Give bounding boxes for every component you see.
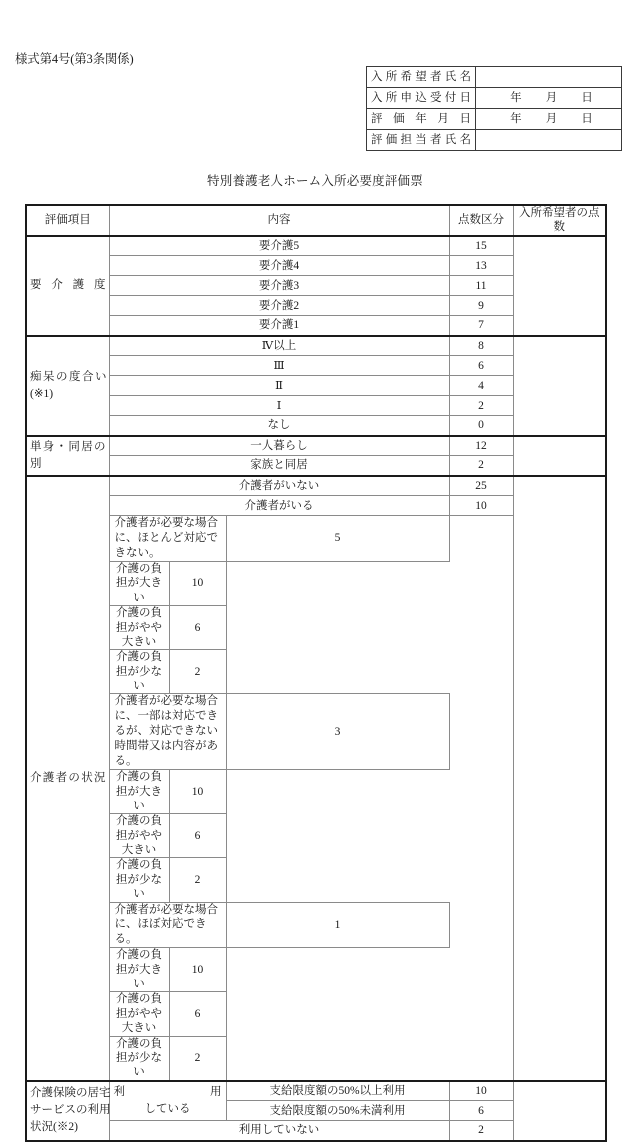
content-cell: 介護者が必要な場合に、ほとんど対応できない。	[109, 516, 226, 562]
date-unit-month: 月	[545, 113, 558, 125]
applicant-info-table	[366, 66, 622, 151]
evaluation-table	[25, 204, 607, 1142]
content-cell: 介護者が必要な場合に、一部は対応できるが、対応できない時間帯又は内容がある。	[109, 694, 226, 770]
table-row	[367, 109, 622, 130]
score-cell: 10	[449, 496, 513, 516]
section-label-text	[29, 1085, 111, 1137]
info-value-evaluation-date[interactable]	[476, 109, 622, 130]
section-label-text: 介護者の状況	[30, 771, 106, 784]
table-row	[367, 88, 622, 109]
section-label-text: 単身・同居の別	[30, 440, 106, 470]
date-unit-month: 月	[545, 92, 558, 104]
date-unit-year: 年	[510, 92, 522, 104]
content-cell: Ⅱ	[109, 376, 449, 396]
score-cell: 3	[226, 694, 449, 770]
date-unit-day: 日	[581, 113, 593, 125]
score-cell: 10	[169, 948, 226, 992]
section-label-line: 状況(※2)	[30, 1121, 78, 1134]
score-cell: 6	[449, 1101, 513, 1121]
score-cell: 6	[169, 606, 226, 650]
table-header-row	[26, 205, 606, 236]
content-cell: 要介護3	[109, 276, 449, 296]
score-cell: 4	[449, 376, 513, 396]
content-cell: 介護の負担が少ない	[109, 650, 169, 694]
info-value-evaluator-name[interactable]	[476, 130, 622, 151]
section-sublabel-line: している	[144, 1102, 191, 1115]
date-unit-day: 日	[581, 92, 593, 104]
date-slot-group	[480, 88, 617, 108]
score-cell: 2	[449, 396, 513, 416]
score-cell: 6	[449, 356, 513, 376]
info-label-evaluation-date: 評 価 年 月 日	[367, 109, 476, 130]
table-row	[26, 476, 606, 496]
table-row	[26, 336, 606, 356]
score-cell: 12	[449, 436, 513, 456]
column-header-item: 評価項目	[26, 205, 109, 236]
score-cell: 6	[169, 814, 226, 858]
content-cell: Ⅲ	[109, 356, 449, 376]
section-label-line: サービスの利用	[30, 1104, 111, 1117]
column-header-score: 点数区分	[449, 205, 513, 236]
score-cell: 9	[449, 296, 513, 316]
content-cell: 介護の負担がやや大きい	[109, 606, 169, 650]
section-sublabel-line: 利用	[113, 1085, 222, 1098]
section-label-4	[26, 1081, 109, 1141]
section-label-1	[26, 336, 109, 436]
content-cell: 介護者が必要な場合に、ほぼ対応できる。	[109, 902, 226, 948]
content-cell: 介護者がいない	[109, 476, 449, 496]
info-label-applicant-name: 入所希望者氏名	[367, 67, 476, 88]
score-cell: 10	[449, 1081, 513, 1101]
content-cell: 支給限度額の50%以上利用	[226, 1081, 449, 1101]
points-cell[interactable]	[513, 336, 606, 436]
content-cell: 介護の負担が大きい	[109, 948, 169, 992]
content-cell: Ⅳ以上	[109, 336, 449, 356]
evaluation-table-body	[26, 205, 606, 1141]
content-cell: 介護の負担がやや大きい	[109, 992, 169, 1036]
points-cell[interactable]	[513, 1081, 606, 1141]
date-unit-year: 年	[510, 113, 522, 125]
form-number: 様式第4号(第3条関係)	[15, 52, 134, 66]
content-cell: 要介護5	[109, 236, 449, 256]
content-cell: 介護者がいる	[109, 496, 449, 516]
column-header-points: 入所希望者の点数	[513, 205, 606, 236]
score-cell: 8	[449, 336, 513, 356]
table-row	[367, 67, 622, 88]
section-label-text	[29, 369, 107, 404]
content-cell: 要介護1	[109, 316, 449, 336]
table-row	[26, 1081, 606, 1101]
section-label-line: 介護保険の居宅	[30, 1086, 111, 1099]
section-sublabel-4	[109, 1081, 226, 1121]
applicant-info-body	[367, 67, 622, 151]
table-row	[367, 130, 622, 151]
content-cell: 介護の負担が少ない	[109, 1036, 169, 1081]
content-cell: 支給限度額の50%未満利用	[226, 1101, 449, 1121]
score-cell: 2	[169, 858, 226, 902]
score-cell: 6	[169, 992, 226, 1036]
content-cell: なし	[109, 416, 449, 436]
score-cell: 1	[226, 902, 449, 948]
section-label-2	[26, 436, 109, 476]
content-cell: 家族と同居	[109, 456, 449, 476]
content-cell: Ⅰ	[109, 396, 449, 416]
score-cell: 13	[449, 256, 513, 276]
section-label-0	[26, 236, 109, 336]
score-cell: 10	[169, 562, 226, 606]
content-cell: 介護の負担が少ない	[109, 858, 169, 902]
info-value-application-date[interactable]	[476, 88, 622, 109]
content-cell: 介護の負担が大きい	[109, 562, 169, 606]
info-label-application-date: 入所申込受付日	[367, 88, 476, 109]
page-title: 特別養護老人ホーム入所必要度評価票	[207, 174, 423, 188]
score-cell: 5	[226, 516, 449, 562]
score-cell: 2	[169, 650, 226, 694]
score-cell: 11	[449, 276, 513, 296]
content-cell: 要介護2	[109, 296, 449, 316]
score-cell: 25	[449, 476, 513, 496]
points-cell[interactable]	[513, 476, 606, 1081]
table-row	[26, 236, 606, 256]
column-header-content: 内容	[109, 205, 449, 236]
score-cell: 15	[449, 236, 513, 256]
section-label-text: 要介護度	[30, 279, 106, 292]
points-cell[interactable]	[513, 436, 606, 476]
content-cell: 要介護4	[109, 256, 449, 276]
score-cell: 2	[449, 1121, 513, 1141]
score-cell: 10	[169, 770, 226, 814]
info-value-applicant-name[interactable]	[476, 67, 622, 88]
content-cell: 介護の負担が大きい	[109, 770, 169, 814]
date-slot-group	[480, 109, 617, 129]
score-cell: 0	[449, 416, 513, 436]
info-label-evaluator-name: 評価担当者氏名	[367, 130, 476, 151]
section-label-line: 痴呆の度合い	[30, 370, 107, 383]
score-cell: 2	[169, 1036, 226, 1081]
section-label-3	[26, 476, 109, 1081]
content-cell: 利用していない	[109, 1121, 449, 1141]
score-cell: 2	[449, 456, 513, 476]
score-cell: 7	[449, 316, 513, 336]
section-label-line: (※1)	[30, 387, 54, 400]
points-cell[interactable]	[513, 236, 606, 336]
content-cell: 介護の負担がやや大きい	[109, 814, 169, 858]
content-cell: 一人暮らし	[109, 436, 449, 456]
table-row	[26, 436, 606, 456]
